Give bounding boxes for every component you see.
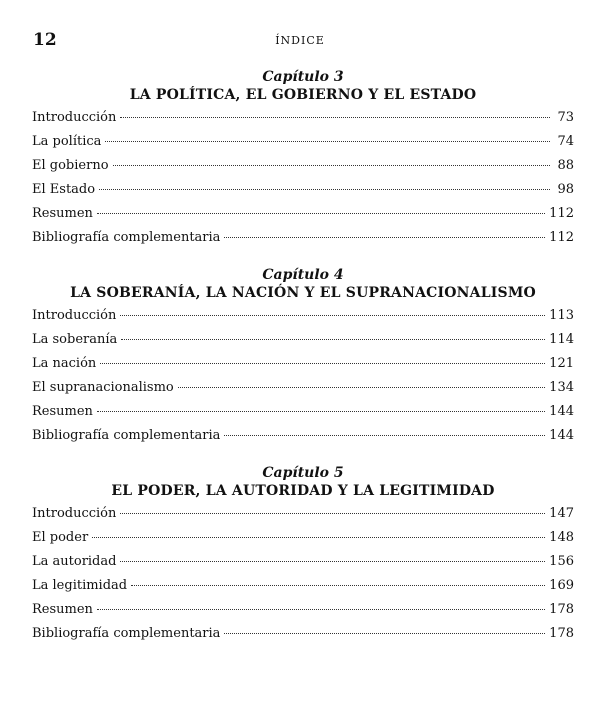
toc-entry-title: Resumen: [32, 206, 93, 221]
toc-entry[interactable]: [32, 308, 574, 332]
toc-entry[interactable]: [32, 110, 574, 134]
chapter-title: LA SOBERANÍA, LA NACIÓN Y EL SUPRANACIONALISMO: [70, 285, 536, 301]
toc-entry-page: 147: [549, 506, 574, 521]
toc-entry-page: 144: [549, 404, 574, 419]
toc-entry-page: 73: [557, 110, 574, 125]
toc-entry-page: 98: [557, 182, 574, 197]
toc-entry-page: 121: [549, 356, 574, 371]
toc-entry-title: Resumen: [32, 404, 93, 419]
toc-entry-title: El supranacionalismo: [32, 380, 174, 395]
dot-leader: [131, 585, 545, 586]
chapter-title: EL PODER, LA AUTORIDAD Y LA LEGITIMIDAD: [111, 483, 495, 499]
chapter-title: LA POLÍTICA, EL GOBIERNO Y EL ESTADO: [129, 87, 477, 103]
toc-entry[interactable]: [32, 428, 574, 452]
dot-leader: [92, 537, 545, 538]
toc-entry-page: 148: [549, 530, 574, 545]
dot-leader: [99, 189, 550, 190]
toc-entry-page: 144: [549, 428, 574, 443]
toc-entry-title: El poder: [32, 530, 89, 545]
toc-entry-page: 178: [549, 602, 574, 617]
toc-list: [32, 110, 574, 254]
toc-entry-page: 114: [549, 332, 574, 347]
dot-leader: [113, 165, 550, 166]
toc-entry-title: La legitimidad: [32, 578, 128, 593]
chapter-label: Capítulo 5: [262, 465, 344, 481]
page-number: 12: [33, 30, 57, 50]
toc-entry[interactable]: [32, 626, 574, 650]
chapter-5-section: [32, 464, 574, 650]
chapter-label: Capítulo 4: [262, 267, 344, 283]
toc-entry-title: La autoridad: [32, 554, 117, 569]
dot-leader: [120, 117, 550, 118]
toc-entry[interactable]: [32, 230, 574, 254]
toc-entry-title: El Estado: [32, 182, 96, 197]
dot-leader: [120, 315, 545, 316]
toc-entry[interactable]: [32, 602, 574, 626]
page-header: [0, 30, 600, 52]
dot-leader: [224, 633, 545, 634]
toc-entry-title: Resumen: [32, 602, 93, 617]
toc-entry[interactable]: [32, 206, 574, 230]
running-title: ÍNDICE: [275, 34, 325, 47]
toc-entry-page: 169: [549, 578, 574, 593]
toc-entry[interactable]: [32, 380, 574, 404]
dot-leader: [97, 411, 545, 412]
chapter-3-section: [32, 68, 574, 254]
toc-entry[interactable]: [32, 530, 574, 554]
toc-entry[interactable]: [32, 356, 574, 380]
toc-list: [32, 506, 574, 650]
toc-entry-title: Bibliografía complementaria: [32, 230, 221, 245]
dot-leader: [120, 513, 545, 514]
toc-entry-title: La nación: [32, 356, 97, 371]
toc-entry[interactable]: [32, 506, 574, 530]
toc-entry[interactable]: [32, 578, 574, 602]
toc-entry-title: El gobierno: [32, 158, 109, 173]
dot-leader: [178, 387, 545, 388]
toc-entry-page: 112: [549, 206, 574, 221]
chapter-4-section: [32, 266, 574, 452]
dot-leader: [105, 141, 550, 142]
toc-entry-title: La soberanía: [32, 332, 118, 347]
dot-leader: [97, 213, 545, 214]
toc-entry-page: 156: [549, 554, 574, 569]
dot-leader: [120, 561, 545, 562]
toc-entry[interactable]: [32, 158, 574, 182]
toc-entry[interactable]: [32, 332, 574, 356]
toc-entry[interactable]: [32, 182, 574, 206]
toc-entry-title: La política: [32, 134, 102, 149]
toc-entry[interactable]: [32, 554, 574, 578]
toc-entry-page: 113: [549, 308, 574, 323]
toc-entry-page: 88: [557, 158, 574, 173]
toc-entry-page: 178: [549, 626, 574, 641]
dot-leader: [100, 363, 545, 364]
toc-list: [32, 308, 574, 452]
toc-entry-title: Introducción: [32, 110, 117, 125]
toc-entry[interactable]: [32, 134, 574, 158]
dot-leader: [97, 609, 545, 610]
toc-entry-title: Bibliografía complementaria: [32, 626, 221, 641]
chapter-label: Capítulo 3: [262, 69, 344, 85]
dot-leader: [224, 435, 545, 436]
toc-entry-page: 74: [557, 134, 574, 149]
toc-entry-page: 134: [549, 380, 574, 395]
toc-entry-page: 112: [549, 230, 574, 245]
toc-entry[interactable]: [32, 404, 574, 428]
dot-leader: [121, 339, 545, 340]
toc-entry-title: Introducción: [32, 308, 117, 323]
dot-leader: [224, 237, 545, 238]
toc-entry-title: Bibliografía complementaria: [32, 428, 221, 443]
toc-entry-title: Introducción: [32, 506, 117, 521]
